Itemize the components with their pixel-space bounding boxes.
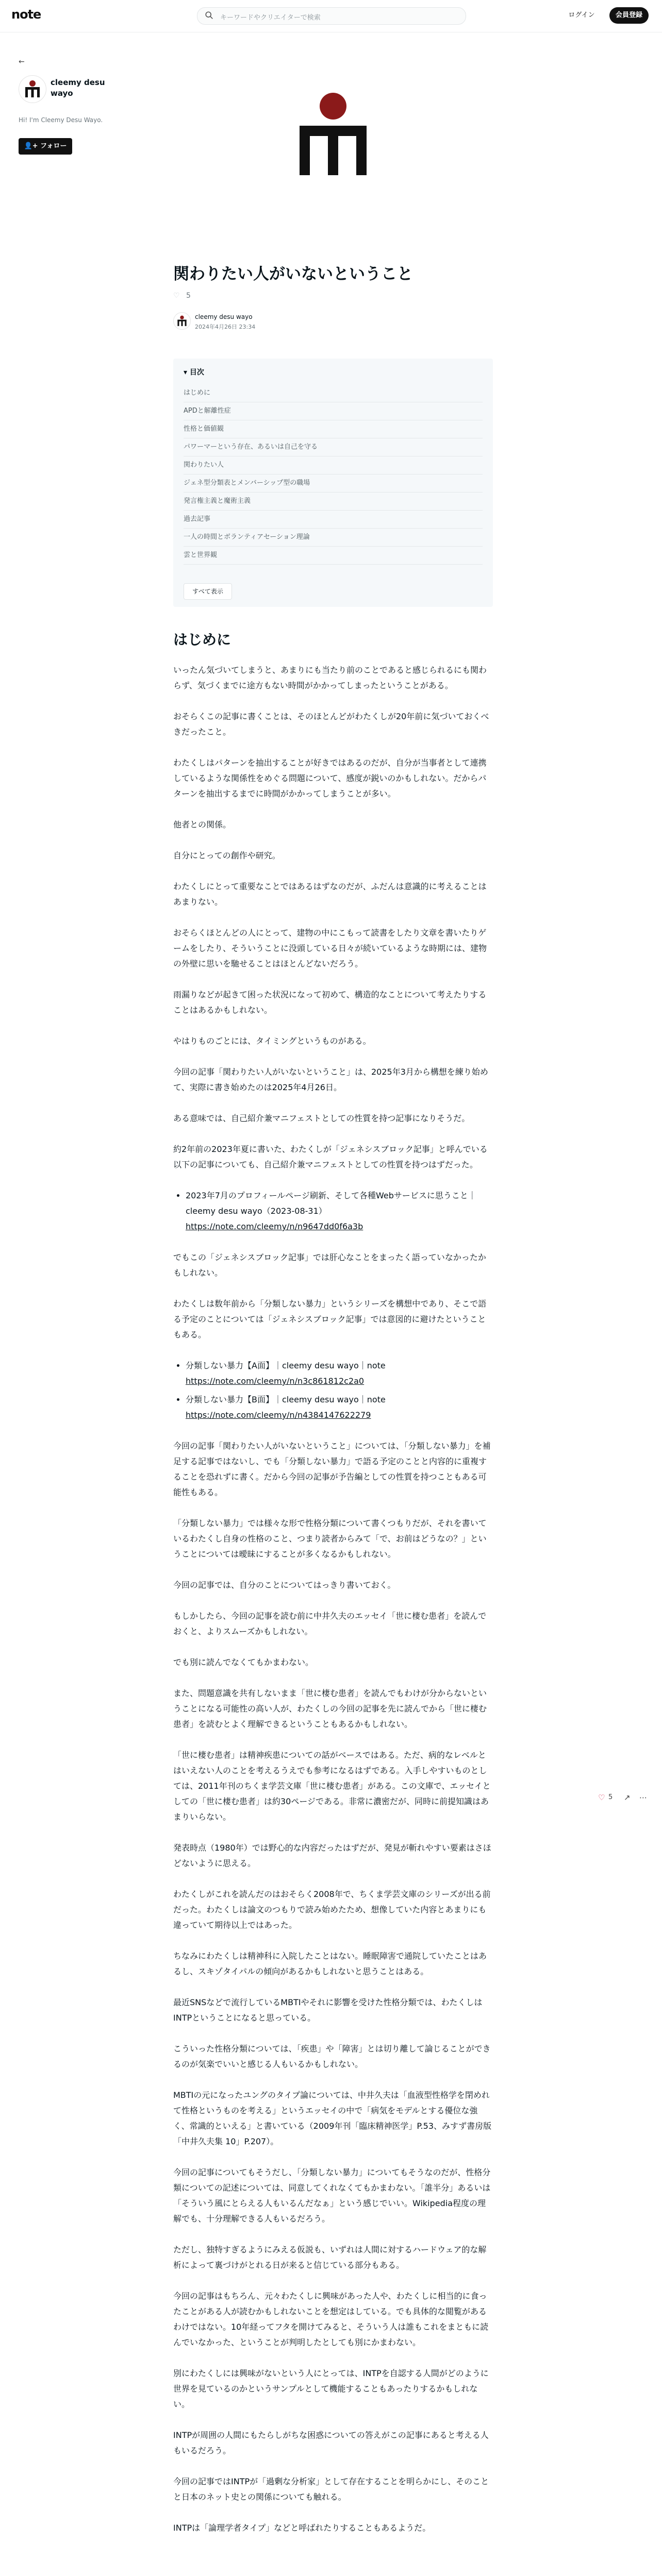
paragraph: こういった性格分類については、「疾患」や「障害」とは切り離して論じることができるのが気楽でいいと感じる人もいるかもしれない。: [173, 2044, 491, 2069]
toc-item[interactable]: 発言権主義と魔術主義: [184, 493, 483, 511]
author-name[interactable]: cleemy desu wayo: [195, 313, 253, 320]
heart-icon[interactable]: ♡: [598, 1793, 605, 1802]
paragraph: おそらくこの記事に書くことは、そのほとんどがわたくしが20年前に気づいておくべきだったこと。: [173, 711, 489, 737]
search-placeholder: キーワードやクリエイターで検索: [220, 14, 321, 22]
paragraph: また、問題意識を共有しないまま「世に棲む患者」を読んでもわけが分からないということになる可能性の高い人が、わたくしの今回の記事を先に読んでから「世に棲む患者」を読むとよく理解できるということもあるかもしれない。: [173, 1688, 487, 1729]
paragraph: 「分類しない暴力」では様々な形で性格分類について書くつもりだが、それを書いているわたくし自身の性格のこと、つまり読者からみて「で、お前はどうなの？」ということについては曖昧にすることが多くなるかもしれない。: [173, 1518, 487, 1559]
author-avatar[interactable]: [173, 312, 191, 330]
paragraph: 今回の記事では、自分のことについてはっきり書いておく。: [173, 1580, 396, 1590]
author-logo-icon: [174, 313, 190, 329]
paragraph: 今回の記事ではINTPが「過剰な分析家」として存在することを明らかにし、そのことと日本のネット史との関係についても触れる。: [173, 2477, 489, 2502]
like-count: 5: [186, 292, 191, 300]
paragraph: INTPは「論理学者タイプ」などと呼ばれたりすることもあるようだ。: [173, 2523, 431, 2533]
paragraph: ちなみにわたくしは精神科に入院したことはない。睡眠障害で通院していたことはあるし、スキゾタイパルの傾向があるかもしれないと思うことはある。: [173, 1951, 487, 1976]
top-bar: [0, 0, 662, 32]
search-icon: [205, 11, 214, 20]
toc-list: [184, 384, 483, 565]
profile-name[interactable]: cleemy desu wayo: [51, 78, 105, 98]
toc-show-all-button[interactable]: すべて表示: [184, 583, 232, 600]
toc-item[interactable]: はじめに: [184, 384, 483, 402]
toc-item[interactable]: パワーマーという存在、あるいは自己を守る: [184, 438, 483, 456]
publish-date: 2024年4月26日 23:34: [195, 324, 256, 330]
toc-item[interactable]: 性格と価値観: [184, 420, 483, 438]
toc-heading[interactable]: ▾ 目次: [184, 368, 204, 377]
paragraph: 他者との関係。: [173, 820, 231, 829]
article-body: [173, 630, 493, 2551]
paragraph: わたくしは数年前から「分類しない暴力」というシリーズを構想中であり、そこで語る予定のことについては「ジェネシスブロック記事」では意図的に避けたということもある。: [173, 1299, 487, 1340]
paragraph: わたくしはパターンを抽出することが好きではあるのだが、自分が当事者として連携しているような関係性をめぐる問題について、感度が鋭いのかもしれない。だからパターンを抽出するまでに時間がかかってしまうことが多い。: [173, 758, 487, 799]
eyecatch-image: [173, 76, 493, 202]
paragraph: わたくしにとって重要なことではあるはずなのだが、ふだんは意識的に考えることはあまりない。: [173, 882, 487, 907]
toc-item[interactable]: APDと解離性症: [184, 402, 483, 420]
table-of-contents: [173, 359, 493, 607]
paragraph: 今回の記事はもちろん、元々わたくしに興味があった人や、わたくしに相当的に食ったことがある人が読むかもしれないことを想定はしている。でも具体的な閲覧があるわけではない。10年経ってフタを開けてみると、そういう人は誰もこれをまともに読んでいなかった、ということが判明したとしても別にかまわない。: [173, 2291, 489, 2347]
paragraph: ある意味では、自己紹介兼マニフェストとしての性質を持つ記事になりそうだ。: [173, 1113, 470, 1123]
floating-like-count: 5: [608, 1793, 613, 1801]
toc-item[interactable]: 関わりたい人: [184, 456, 483, 474]
paragraph: ただし、独特すぎるようにみえる仮説も、いずれは人間に対するハードウェア的な解析によって裏づけがとれる日が来ると信じている部分もある。: [173, 2245, 487, 2270]
more-icon[interactable]: ⋯: [639, 1793, 647, 1802]
paragraph: 雨漏りなどが起きて困った状況になって初めて、構造的なことについて考えたりすることはあるかもしれない。: [173, 990, 487, 1015]
floating-actions: [598, 1793, 655, 1805]
follow-icon: 👤+: [24, 142, 38, 150]
article-link[interactable]: https://note.com/cleemy/n/n9647dd0f6a3b: [186, 1222, 363, 1231]
paragraph: 今回の記事「関わりたい人がいないということ」は、2025年3月から構想を練り始めて、実際に書き始めたのは2025年4月26日。: [173, 1067, 488, 1092]
link-list: [173, 1188, 493, 1234]
note-logo[interactable]: note: [11, 7, 41, 22]
profile-description: Hi! I'm Cleemy Desu Wayo.: [19, 116, 103, 124]
search-box[interactable]: [197, 7, 466, 25]
toc-item[interactable]: 一人の時間とボランティアセーション理論: [184, 529, 483, 547]
link-list: [173, 1358, 493, 1423]
paragraph: MBTIの元になったユングのタイプ論については、中井久夫は「血液型性格学を閉めれて性格というものを考える」というエッセイの中で「病気をモデルとする優位な強く、常識的といえる」と書いている（2009年刊「臨床精神医学」P.53、みすず書房版「中井久夫集 10」P.207）。: [173, 2090, 492, 2146]
paragraph: 発表時点（1980年）では野心的な内容だったはずだが、発見が斬れやすい要素はさほどないように思える。: [173, 1843, 491, 1868]
paragraph: 別にわたくしには興味がないという人にとっては、INTPを自認する人間がどのように世界を見ているのかというサンプルとして機能することもあったりするかもしれない。: [173, 2368, 489, 2409]
paragraph: いったん気づいてしまうと、あまりにも当たり前のことであると感じられるにも関わらず、気づくまでに途方もない時間がかかってしまったということがある。: [173, 665, 487, 690]
follow-button[interactable]: [19, 138, 72, 155]
back-arrow-icon[interactable]: ←: [19, 58, 25, 66]
paragraph: わたくしがこれを読んだのはおそらく2008年で、ちくま学芸文庫のシリーズが出る前だった。わたくしは論文のつもりで読み始めたため、想像していた内容とあまりにも違っていて期待以上ではあった。: [173, 1889, 491, 1930]
list-item: • 分類しない暴力【B面】｜cleemy desu wayo｜note https://note.com/cleemy/n/n4384147622279: [186, 1392, 493, 1423]
paragraph: もしかしたら、今回の記事を読む前に中井久夫のエッセイ「世に棲む患者」を読んでおくと、よりスムーズかもしれない。: [173, 1611, 487, 1636]
like-area[interactable]: [173, 292, 191, 300]
signup-button[interactable]: 会員登録: [609, 7, 649, 24]
paragraph: でもこの「ジェネシスブロック記事」では肝心なことをまったく語っていなかったかもしれない。: [173, 1252, 486, 1278]
login-button[interactable]: ログイン: [563, 7, 600, 24]
paragraph: 自分にとっての創作や研究。: [173, 851, 280, 860]
paragraph: 最近SNSなどで流行しているMBTIやそれに影響を受けた性格分類では、わたくしはINTPということになると思っている。: [173, 1997, 483, 2023]
heart-icon[interactable]: ♡: [173, 292, 180, 300]
article-link[interactable]: https://note.com/cleemy/n/n4384147622279: [186, 1410, 371, 1420]
article-link[interactable]: https://note.com/cleemy/n/n3c861812c2a0: [186, 1376, 365, 1386]
toc-item[interactable]: 雲と世界観: [184, 547, 483, 565]
avatar[interactable]: [19, 75, 46, 103]
paragraph: 「世に棲む患者」は精神疾患についての話がベースではある。ただ、病的なレベルとはいえない人のことを考えるうえでも参考になるはずである。入手しやすいものとしては、2011年刊のちくま学芸文庫「世に棲む患者」がある。この文庫で、エッセイとしての「世に棲む患者」は約30ページである。非常に濃密だが、同時に前提知識はあまりいらない。: [173, 1750, 491, 1822]
list-item: • 2023年7月のプロフィールページ刷新、そして各種Webサービスに思うこと｜cleemy desu wayo（2023-08-31） https://note.com/cleemy/n/n9647dd0f6a3b: [186, 1188, 493, 1234]
paragraph: 約2年前の2023年夏に書いた、わたくしが「ジェネシスブロック記事」と呼んでいる以下の記事についても、自己紹介兼マニフェストとしての性質を持つはずだった。: [173, 1144, 488, 1170]
follow-label: フォロー: [40, 142, 67, 150]
paragraph: やはりものごとには、タイミングというものがある。: [173, 1036, 371, 1046]
paragraph: 今回の記事「関わりたい人がいないということ」については、「分類しない暴力」を補足する記事ではないし、でも「分類しない暴力」で語る予定のことと内容的に重複することを恐れずに書く。だから今回の記事が予告編としての性質を持つこともある可能性もある。: [173, 1441, 491, 1497]
avatar-logo-icon: [19, 76, 46, 103]
toc-item[interactable]: 過去記事: [184, 511, 483, 529]
article-title: 関わりたい人がいないということ: [173, 265, 413, 283]
toc-icon: ▾: [184, 368, 190, 377]
share-icon[interactable]: ↗: [624, 1793, 631, 1802]
paragraph: おそらくほとんどの人にとって、建物の中にこもって読書をしたり文章を書いたりゲームをしたり、そういうことに没頭している日々が続いているような時期には、建物の外壁に思いを馳せることはほとんどないだろう。: [173, 928, 487, 969]
paragraph: でも別に読んでなくてもかまわない。: [173, 1657, 314, 1667]
paragraph: INTPが周囲の人間にもたらしがちな困惑についての答えがこの記事にあると考える人もいるだろう。: [173, 2430, 489, 2455]
paragraph: 今回の記事についてもそうだし、「分類しない暴力」についてもそうなのだが、性格分類についての記述については、同意してくれなくてもかまわない。「誰半分」あるいは「そういう風にとらえる人もいるんだなぁ」という感じでいい。Wikipedia程度の理解でも、十分理解できる人もいるだろう。: [173, 2167, 491, 2224]
list-item: • 分類しない暴力【A面】｜cleemy desu wayo｜note https://note.com/cleemy/n/n3c861812c2a0: [186, 1358, 493, 1389]
toc-item[interactable]: ジェネ型分類表とメンバーシップ型の職場: [184, 474, 483, 493]
section-heading: はじめに: [173, 631, 231, 648]
